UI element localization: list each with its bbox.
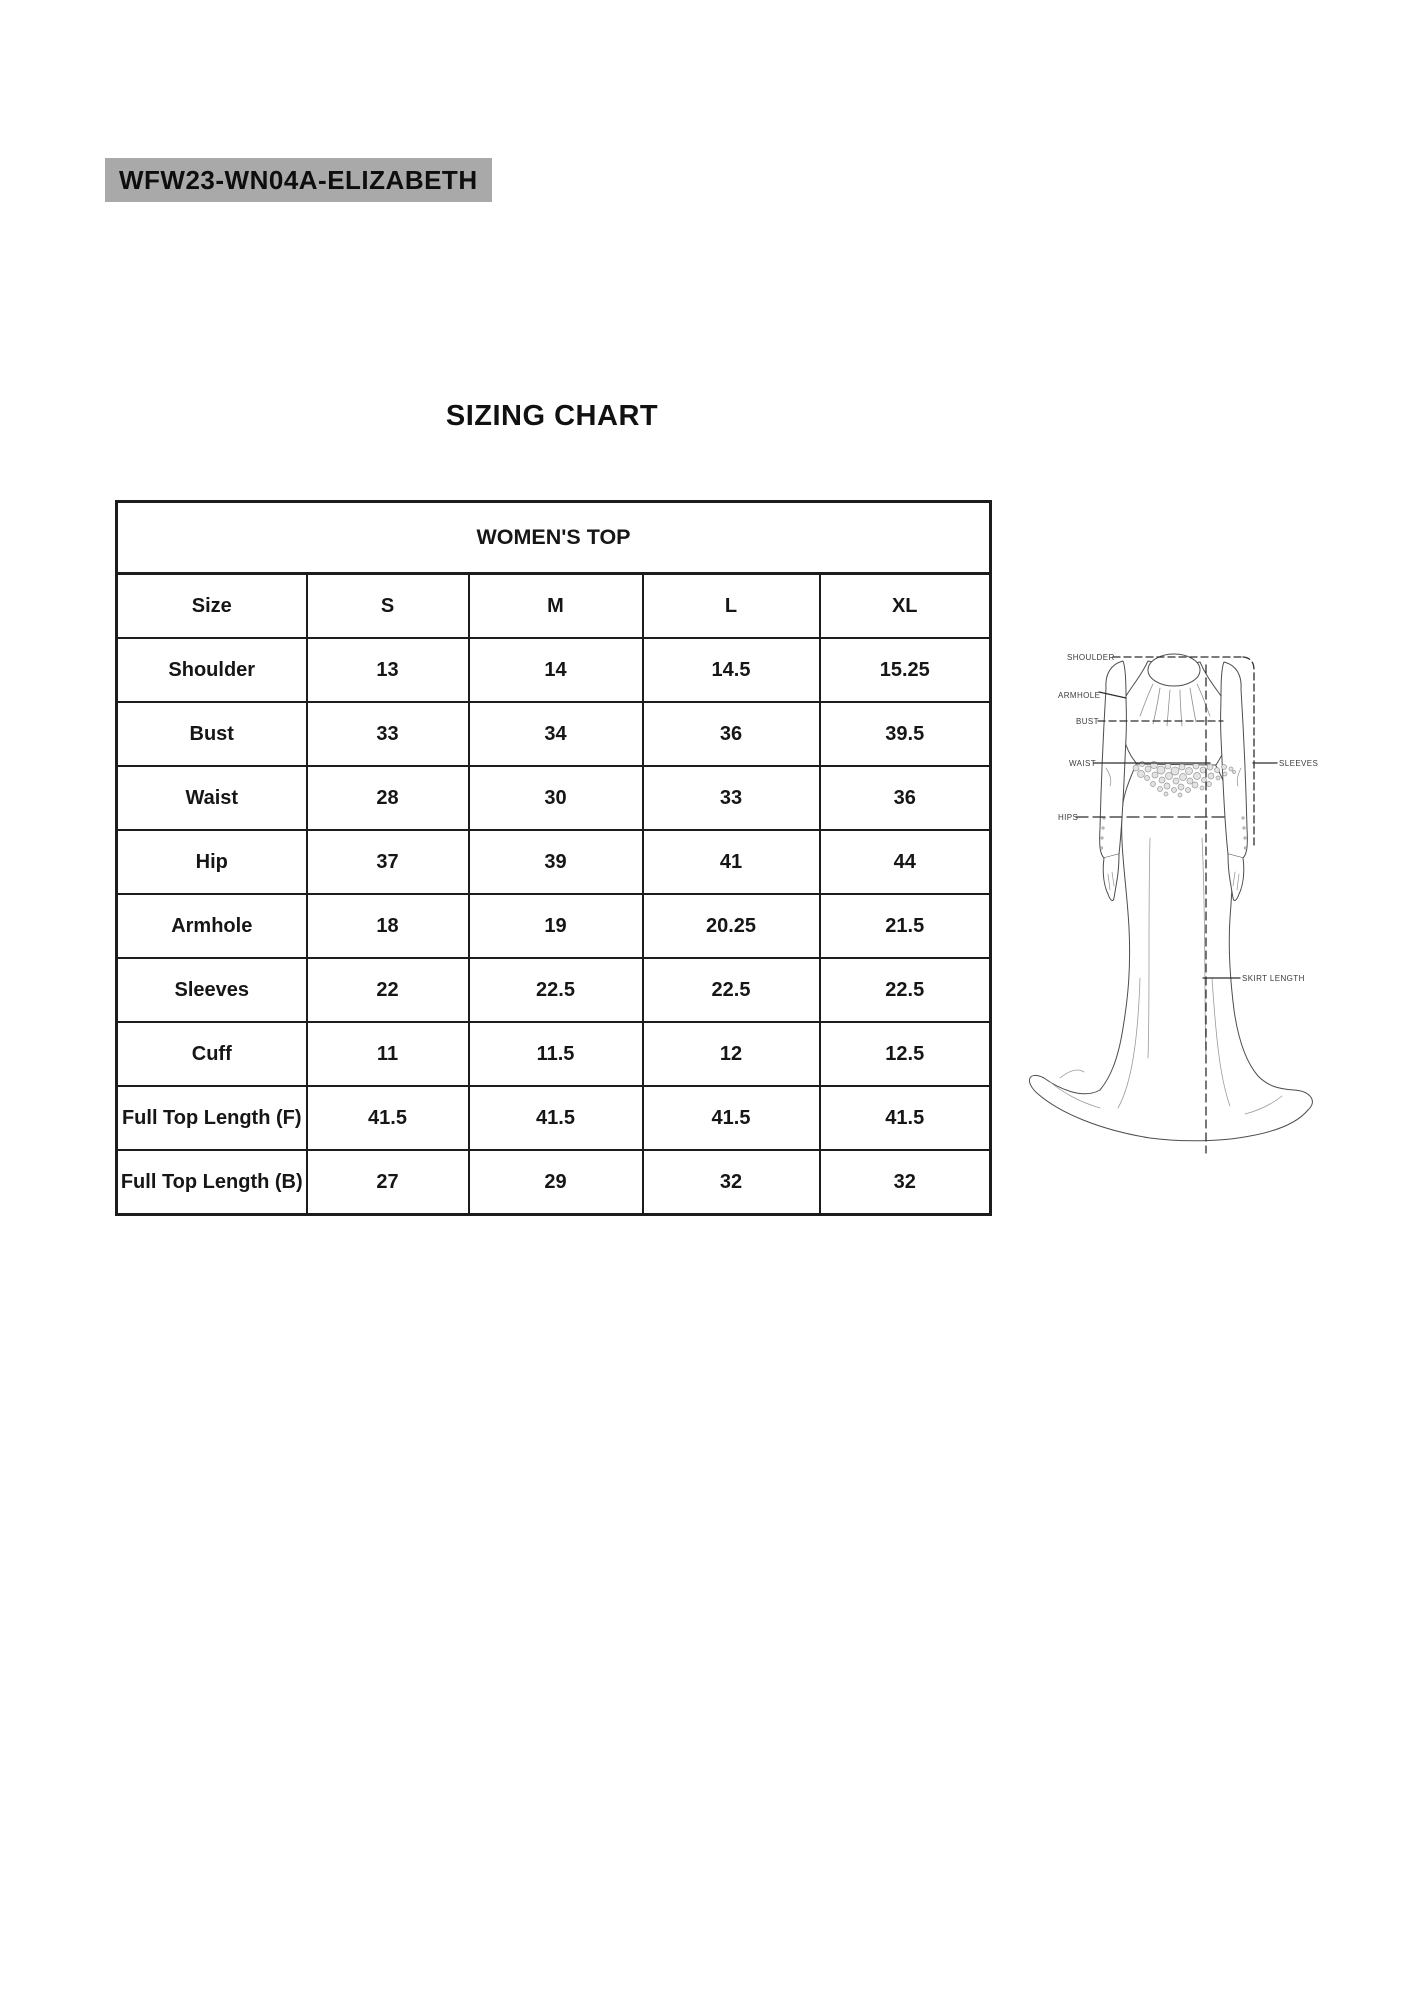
cell-value: 14.5	[643, 638, 820, 702]
cell-value: 15.25	[820, 638, 991, 702]
table-row-bust	[117, 702, 991, 766]
cell-value: 37	[307, 830, 469, 894]
bust-label: BUST	[1076, 717, 1099, 726]
dress-measurement-diagram	[1020, 618, 1414, 1178]
table-column-header-row	[117, 574, 991, 639]
col-header-s: S	[307, 574, 469, 639]
cell-value: 28	[307, 766, 469, 830]
table-row-sleeves	[117, 958, 991, 1022]
armhole-label: ARMHOLE	[1058, 691, 1101, 700]
cell-value: 44	[820, 830, 991, 894]
cell-value: 33	[643, 766, 820, 830]
col-header-m: M	[469, 574, 643, 639]
col-header-l: L	[643, 574, 820, 639]
cell-value: 13	[307, 638, 469, 702]
cell-value: 20.25	[643, 894, 820, 958]
cell-value: 22.5	[469, 958, 643, 1022]
cell-value: 41.5	[643, 1086, 820, 1150]
row-label: Shoulder	[117, 638, 307, 702]
cell-value: 39.5	[820, 702, 991, 766]
cell-value: 27	[307, 1150, 469, 1215]
page-title: SIZING CHART	[445, 400, 659, 432]
shoulder-label: SHOULDER	[1067, 653, 1115, 662]
row-label: Hip	[117, 830, 307, 894]
cell-value: 36	[820, 766, 991, 830]
row-label: Cuff	[117, 1022, 307, 1086]
cell-value: 41.5	[820, 1086, 991, 1150]
cell-value: 21.5	[820, 894, 991, 958]
table-title: WOMEN'S TOP	[117, 502, 991, 574]
cell-value: 41.5	[469, 1086, 643, 1150]
cell-value: 14	[469, 638, 643, 702]
dress-illustration	[1029, 654, 1312, 1141]
cell-value: 22	[307, 958, 469, 1022]
cell-value: 32	[820, 1150, 991, 1215]
sizing-table	[115, 500, 992, 1216]
row-label: Full Top Length (F)	[117, 1086, 307, 1150]
cell-value: 12.5	[820, 1022, 991, 1086]
table-row-full-top-length-b	[117, 1150, 991, 1215]
cell-value: 11	[307, 1022, 469, 1086]
cell-value: 12	[643, 1022, 820, 1086]
cell-value: 22.5	[820, 958, 991, 1022]
row-label: Sleeves	[117, 958, 307, 1022]
cell-value: 11.5	[469, 1022, 643, 1086]
left-hand	[1103, 854, 1119, 901]
table-row-shoulder	[117, 638, 991, 702]
skirt-length-label: SKIRT LENGTH	[1242, 974, 1305, 983]
cell-value: 30	[469, 766, 643, 830]
cell-value: 18	[307, 894, 469, 958]
row-label: Waist	[117, 766, 307, 830]
table-row-hip	[117, 830, 991, 894]
row-label: Full Top Length (B)	[117, 1150, 307, 1215]
cell-value: 19	[469, 894, 643, 958]
table-row-armhole	[117, 894, 991, 958]
cell-value: 34	[469, 702, 643, 766]
waist-label: WAIST	[1069, 759, 1097, 768]
table-title-row	[117, 502, 991, 574]
cell-value: 33	[307, 702, 469, 766]
col-header-size: Size	[117, 574, 307, 639]
cell-value: 41	[643, 830, 820, 894]
dress-neckline	[1148, 654, 1200, 686]
cell-value: 32	[643, 1150, 820, 1215]
cell-value: 36	[643, 702, 820, 766]
table-row-cuff	[117, 1022, 991, 1086]
cell-value: 41.5	[307, 1086, 469, 1150]
row-label: Armhole	[117, 894, 307, 958]
table-row-waist	[117, 766, 991, 830]
hips-label: HIPS	[1058, 813, 1079, 822]
cell-value: 22.5	[643, 958, 820, 1022]
product-code-badge: WFW23-WN04A-ELIZABETH	[105, 158, 492, 202]
table-row-full-top-length-f	[117, 1086, 991, 1150]
cell-value: 39	[469, 830, 643, 894]
row-label: Bust	[117, 702, 307, 766]
col-header-xl: XL	[820, 574, 991, 639]
cell-value: 29	[469, 1150, 643, 1215]
sleeves-label: SLEEVES	[1279, 759, 1319, 768]
